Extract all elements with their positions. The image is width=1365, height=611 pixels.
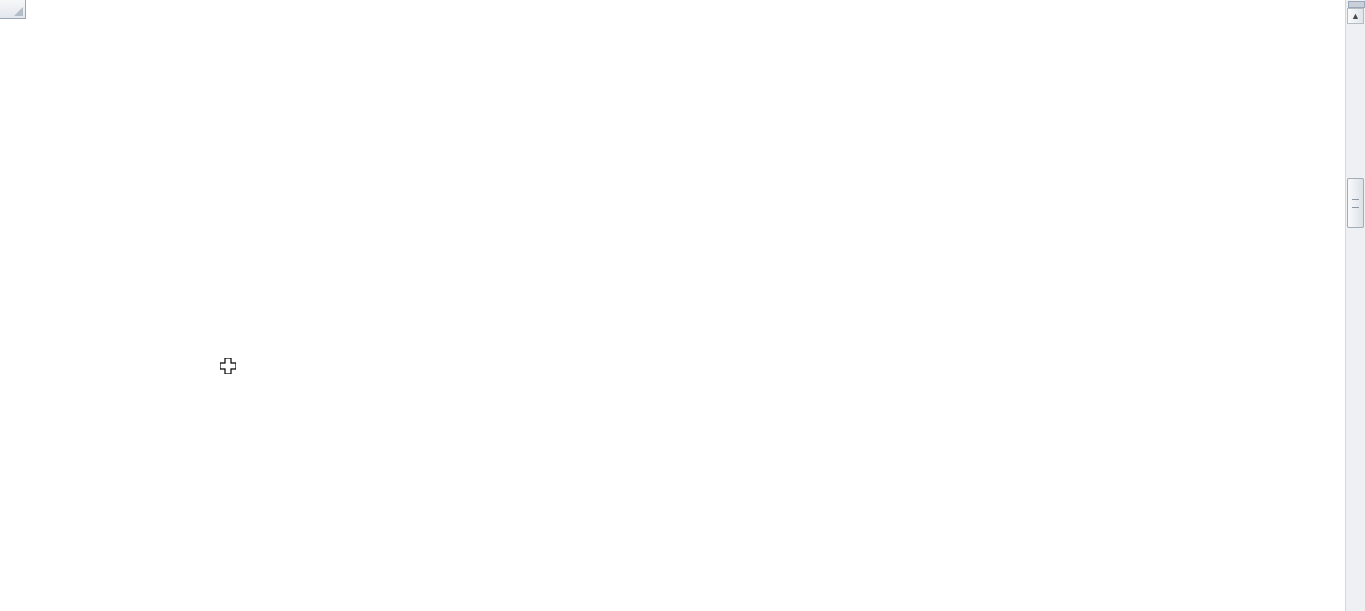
split-handle[interactable] — [1348, 1, 1365, 8]
select-all-corner[interactable] — [0, 0, 26, 19]
cell-cursor-icon — [220, 358, 236, 374]
vertical-scrollbar[interactable] — [1345, 0, 1365, 611]
scroll-up-icon[interactable]: ▲ — [1347, 8, 1364, 24]
scroll-thumb[interactable] — [1347, 178, 1364, 228]
